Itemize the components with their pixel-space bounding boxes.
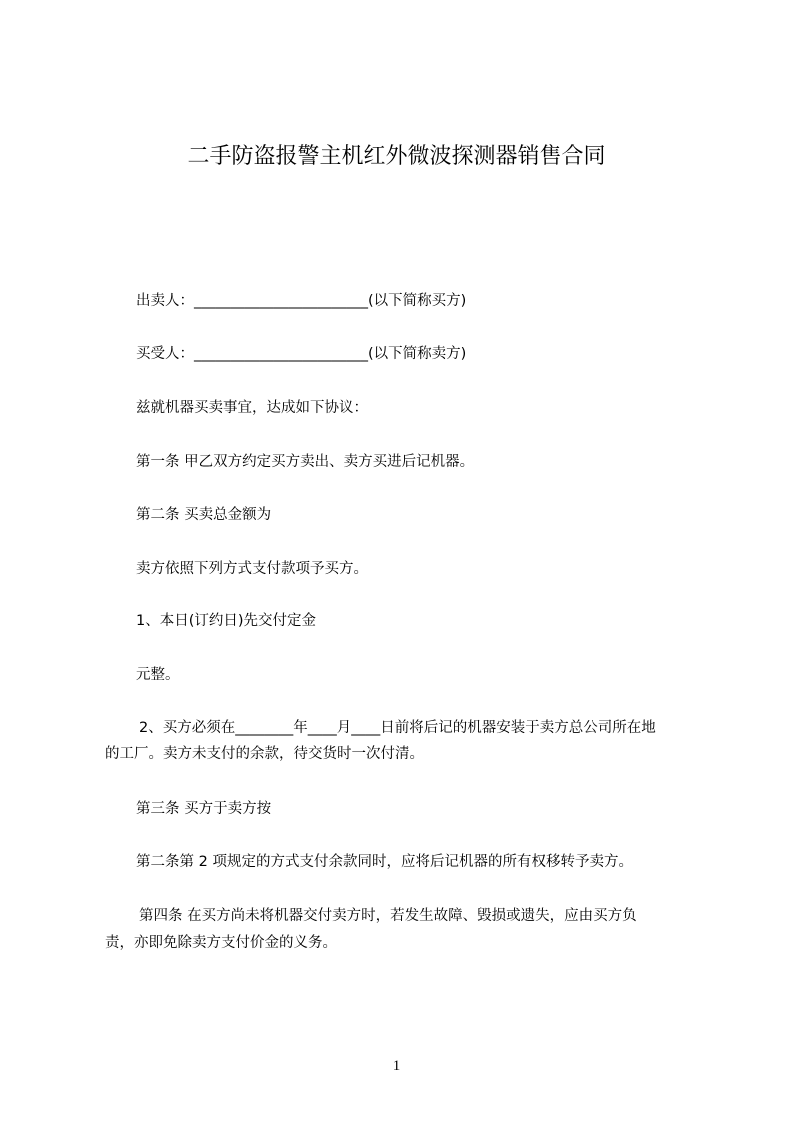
article-1: 第一条 甲乙双方约定买方卖出、卖方买进后记机器。 — [136, 454, 475, 470]
article-4: 第四条 在买方尚未将机器交付卖方时，若发生故障、毁损或遗失，应由买方负 — [139, 908, 637, 924]
article-2: 第二条 买卖总金额为 — [136, 507, 272, 523]
page-number: 1 — [392, 1058, 401, 1074]
clause-2-continued: 的工厂。卖方未支付的余款，待交货时一次付清。 — [105, 746, 424, 762]
payment-method-line: 卖方依照下列方式支付款项予买方。 — [136, 561, 368, 577]
intro-line: 兹就机器买卖事宜，达成如下协议： — [136, 400, 368, 416]
seller-line: 出卖人：________________________(以下简称买方) — [136, 293, 467, 309]
article-4-continued: 责，亦即免除卖方支付价金的义务。 — [105, 935, 337, 951]
buyer-line: 买受人：________________________(以下简称卖方) — [136, 346, 467, 362]
amount-line: 元整。 — [136, 667, 180, 683]
document-title: 二手防盗报警主机红外微波探测器销售合同 — [187, 144, 606, 169]
article-3: 第三条 买方于卖方按 — [136, 801, 272, 817]
article-3-continued: 第二条第 2 项规定的方式支付余款同时，应将后记机器的所有权移转予卖方。 — [136, 854, 633, 870]
clause-1: 1、本日(订约日)先交付定金 — [136, 613, 317, 629]
clause-2: 2、买方必须在________年____月____日前将后记的机器安装于卖方总公司所在地 — [139, 720, 656, 736]
